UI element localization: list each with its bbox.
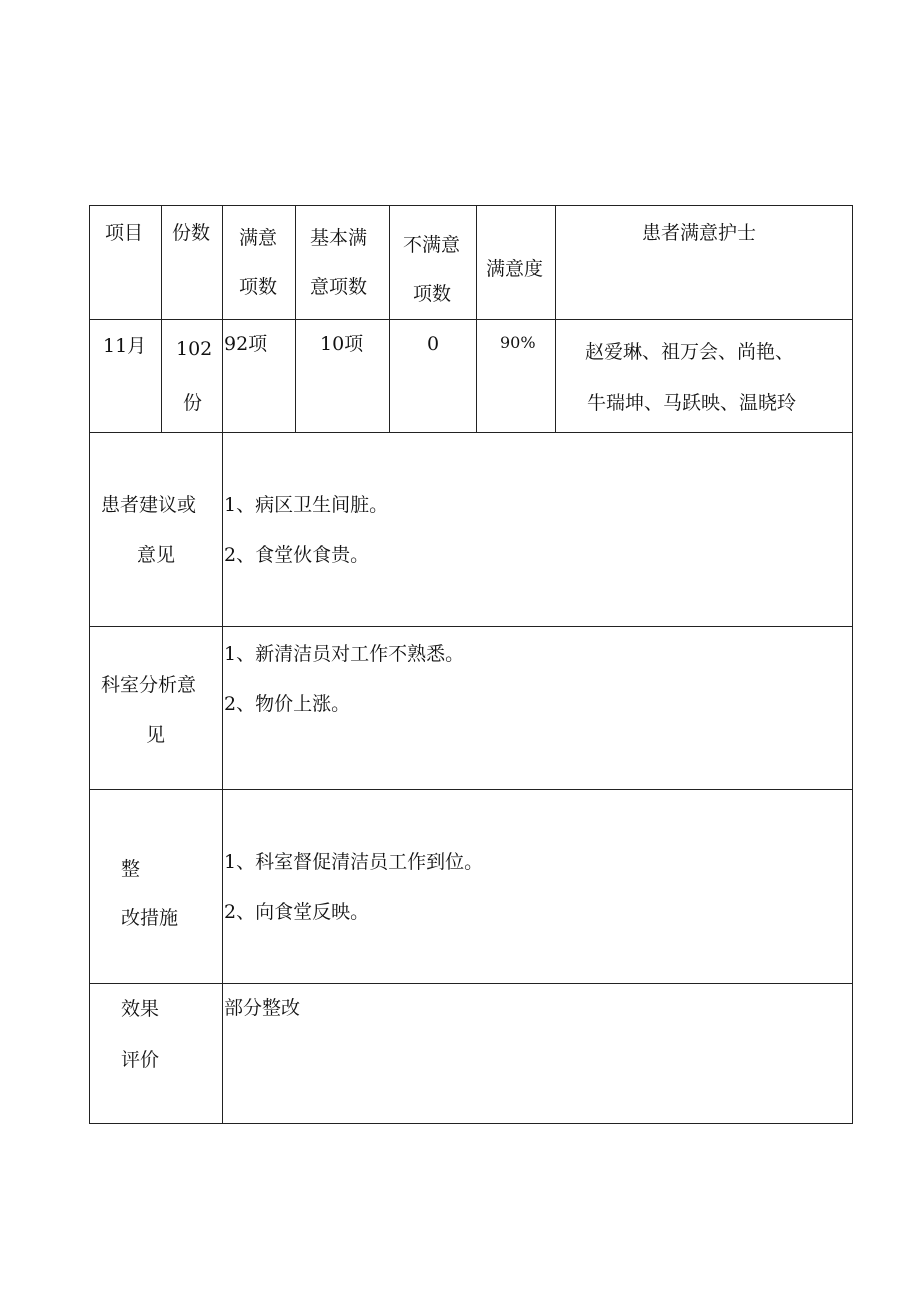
analysis-item: 2、物价上涨。 [224, 693, 351, 715]
column-divider [222, 205, 223, 1124]
measures-label-line2: 改措施 [121, 907, 179, 929]
row-nurses-line1: 赵爱琳、祖万会、尚艳、 [585, 341, 795, 363]
table-border-left [89, 205, 90, 1124]
header-item: 项目 [105, 222, 144, 244]
analysis-label-line1: 科室分析意 [101, 674, 197, 696]
row-divider [89, 319, 853, 320]
analysis-item: 1、新清洁员对工作不熟悉。 [224, 643, 465, 665]
header-satisfied-line2: 项数 [239, 276, 278, 298]
table-border-top [89, 205, 853, 206]
header-rate: 满意度 [486, 258, 544, 280]
evaluation-label-line2: 评价 [121, 1049, 160, 1071]
row-basic: 10项 [320, 333, 364, 355]
row-unsatisfied: 0 [427, 333, 440, 355]
header-basic-line1: 基本满 [310, 227, 368, 249]
row-divider [89, 789, 853, 790]
header-copies: 份数 [172, 222, 211, 244]
table-border-bottom [89, 1123, 853, 1124]
column-divider [161, 205, 162, 433]
column-divider [389, 205, 390, 433]
column-divider [476, 205, 477, 433]
row-divider [89, 983, 853, 984]
header-nurses: 患者满意护士 [642, 222, 757, 244]
row-satisfied: 92项 [224, 333, 268, 355]
header-unsatisfied-line1: 不满意 [403, 234, 461, 256]
evaluation-label-line1: 效果 [121, 998, 160, 1020]
row-copies-line2: 份 [183, 392, 203, 414]
row-month: 11月 [103, 335, 147, 357]
column-divider [555, 205, 556, 433]
row-nurses-line2: 牛瑞坤、马跃映、温晓玲 [587, 392, 797, 414]
suggestions-label-line1: 患者建议或 [101, 494, 197, 516]
measures-label-line1: 整 [121, 858, 141, 880]
header-basic-line2: 意项数 [310, 276, 368, 298]
header-unsatisfied-line2: 项数 [413, 283, 452, 305]
row-divider [89, 626, 853, 627]
suggestion-item: 2、食堂伙食贵。 [224, 544, 370, 566]
evaluation-text: 部分整改 [224, 997, 301, 1019]
row-divider [89, 432, 853, 433]
measure-item: 1、科室督促清洁员工作到位。 [224, 851, 484, 873]
suggestion-item: 1、病区卫生间脏。 [224, 494, 389, 516]
table-border-right [852, 205, 853, 1124]
analysis-label-line2: 见 [146, 724, 166, 746]
row-copies-line1: 102 [176, 338, 213, 360]
measure-item: 2、向食堂反映。 [224, 901, 370, 923]
header-satisfied-line1: 满意 [239, 227, 278, 249]
row-rate: 90% [500, 333, 536, 352]
column-divider [295, 205, 296, 433]
suggestions-label-line2: 意见 [137, 544, 176, 566]
